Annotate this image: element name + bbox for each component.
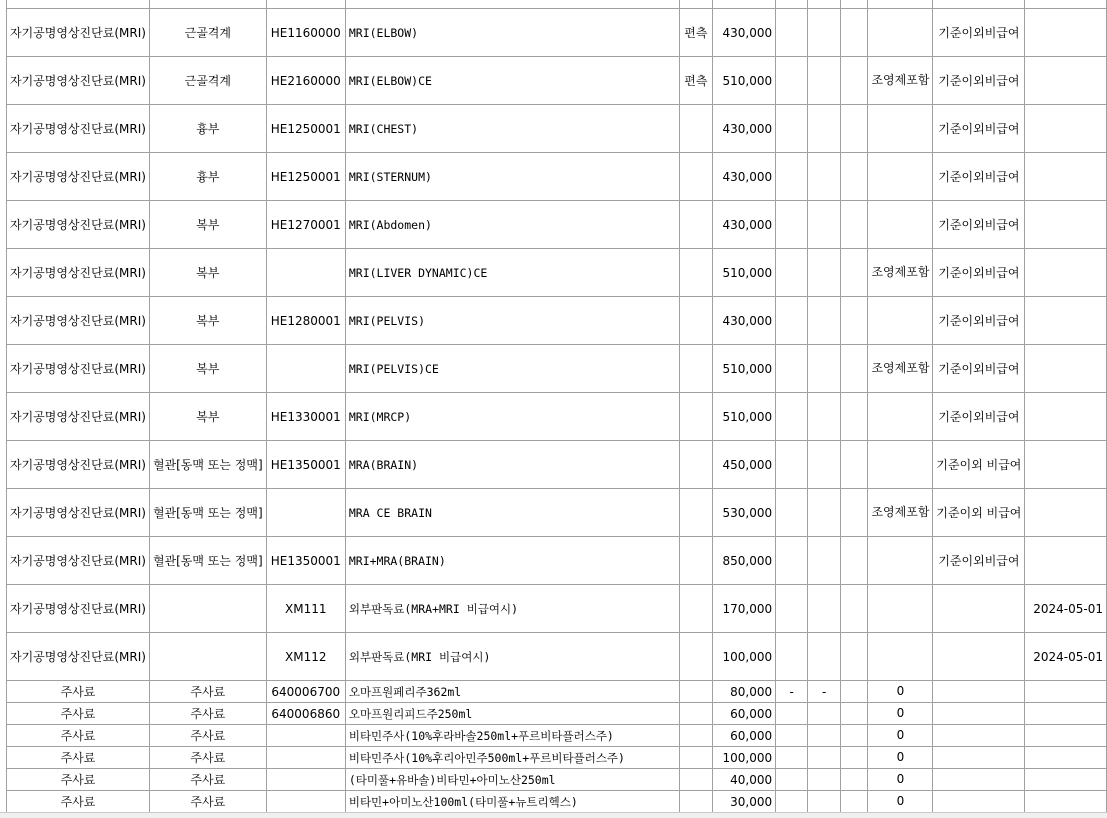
cell[interactable] <box>679 703 712 725</box>
cell[interactable] <box>776 0 808 9</box>
cell[interactable] <box>840 57 868 105</box>
cell[interactable] <box>1025 0 1107 9</box>
cell[interactable] <box>266 489 345 537</box>
cell[interactable]: 복부 <box>149 201 266 249</box>
cell[interactable] <box>776 9 808 57</box>
cell[interactable] <box>1025 345 1107 393</box>
cell[interactable]: 기준이외 비급여 <box>933 441 1025 489</box>
cell[interactable] <box>933 633 1025 681</box>
cell[interactable]: 510,000 <box>712 57 775 105</box>
cell[interactable] <box>933 791 1025 813</box>
cell[interactable]: MRI(LIVER DYNAMIC)CE <box>345 249 679 297</box>
cell[interactable] <box>933 681 1025 703</box>
cell[interactable]: 조영제포함 <box>868 345 933 393</box>
cell[interactable] <box>679 393 712 441</box>
cell[interactable] <box>840 441 868 489</box>
cell[interactable] <box>808 105 841 153</box>
cell[interactable]: 40,000 <box>712 769 775 791</box>
sheet-tab-bar <box>0 812 1107 818</box>
cell[interactable]: 640006860 <box>266 703 345 725</box>
cell[interactable]: MRI+MRA(BRAIN) <box>345 537 679 585</box>
cell[interactable] <box>808 249 841 297</box>
cell[interactable] <box>776 249 808 297</box>
cell[interactable] <box>712 0 775 9</box>
cell[interactable]: XM111 <box>266 585 345 633</box>
cell[interactable] <box>266 791 345 813</box>
cell[interactable]: 510,000 <box>712 345 775 393</box>
cell[interactable]: 640006700 <box>266 681 345 703</box>
cell[interactable]: HE1270001 <box>266 201 345 249</box>
cell[interactable]: HE1250001 <box>266 105 345 153</box>
cell[interactable]: 0 <box>868 725 933 747</box>
cell[interactable]: 기준이외비급여 <box>933 393 1025 441</box>
cell[interactable] <box>808 57 841 105</box>
cell[interactable]: 530,000 <box>712 489 775 537</box>
cell[interactable] <box>776 537 808 585</box>
table-row <box>7 201 1107 249</box>
table-row <box>7 489 1107 537</box>
cell[interactable]: 조영제포함 <box>868 489 933 537</box>
cell[interactable] <box>808 747 841 769</box>
cell[interactable]: - <box>808 681 841 703</box>
cell[interactable]: 근골격계 <box>149 57 266 105</box>
cell[interactable] <box>1025 9 1107 57</box>
table-row <box>7 585 1107 633</box>
cell[interactable] <box>868 0 933 9</box>
cell[interactable]: HE1160000 <box>266 9 345 57</box>
cell[interactable] <box>776 585 808 633</box>
cell[interactable]: 조영제포함 <box>868 249 933 297</box>
cell[interactable] <box>1025 57 1107 105</box>
table-row <box>7 441 1107 489</box>
cell[interactable]: 기준이외비급여 <box>933 201 1025 249</box>
cell[interactable] <box>840 585 868 633</box>
cell[interactable]: 편측 <box>679 57 712 105</box>
cell[interactable]: 혈관[동맥 또는 정맥] <box>149 441 266 489</box>
cell[interactable] <box>808 153 841 201</box>
cell[interactable]: 자기공명영상진단료(MRI) <box>7 9 150 57</box>
cell[interactable] <box>266 725 345 747</box>
table-row <box>7 297 1107 345</box>
cell[interactable]: 80,000 <box>712 681 775 703</box>
cell[interactable]: MRI(ELBOW) <box>345 9 679 57</box>
cell[interactable]: 주사료 <box>149 703 266 725</box>
cell[interactable]: 510,000 <box>712 393 775 441</box>
cell[interactable]: 기준이외비급여 <box>933 9 1025 57</box>
table-row <box>7 725 1107 747</box>
cell[interactable]: 자기공명영상진단료(MRI) <box>7 249 150 297</box>
cell[interactable]: 복부 <box>149 345 266 393</box>
cell[interactable]: 0 <box>868 769 933 791</box>
cell[interactable] <box>808 201 841 249</box>
cell[interactable]: HE2160000 <box>266 57 345 105</box>
table-row <box>7 9 1107 57</box>
cell[interactable]: 자기공명영상진단료(MRI) <box>7 537 150 585</box>
cell[interactable]: 30,000 <box>712 791 775 813</box>
cell[interactable] <box>679 633 712 681</box>
cell[interactable] <box>679 537 712 585</box>
cell[interactable] <box>840 9 868 57</box>
cell[interactable] <box>868 537 933 585</box>
cell[interactable]: 자기공명영상진단료(MRI) <box>7 585 150 633</box>
cell[interactable]: 주사료 <box>149 791 266 813</box>
cell[interactable] <box>776 633 808 681</box>
cell[interactable]: 450,000 <box>712 441 775 489</box>
cell[interactable]: 조영제포함 <box>868 57 933 105</box>
cell[interactable]: 비타민주사(10%후라바솔250ml+푸르비타플러스주) <box>345 725 679 747</box>
cell[interactable]: 자기공명영상진단료(MRI) <box>7 393 150 441</box>
cell[interactable] <box>679 249 712 297</box>
cell[interactable]: 100,000 <box>712 633 775 681</box>
cell[interactable]: MRI(Abdomen) <box>345 201 679 249</box>
cell[interactable]: (타미풀+유바솔)비타민+아미노산250ml <box>345 769 679 791</box>
cell[interactable] <box>776 105 808 153</box>
cell[interactable]: 주사료 <box>7 747 150 769</box>
cell[interactable]: 430,000 <box>712 9 775 57</box>
cell[interactable]: 430,000 <box>712 201 775 249</box>
table-row <box>7 633 1107 681</box>
cell[interactable] <box>840 681 868 703</box>
cell[interactable] <box>776 769 808 791</box>
cell[interactable] <box>868 393 933 441</box>
cell[interactable] <box>266 0 345 9</box>
cell[interactable]: - <box>776 681 808 703</box>
table-row <box>7 249 1107 297</box>
cell[interactable] <box>808 585 841 633</box>
cell[interactable] <box>345 0 679 9</box>
cell[interactable] <box>679 769 712 791</box>
cell[interactable] <box>679 201 712 249</box>
cell[interactable]: 60,000 <box>712 725 775 747</box>
cell[interactable] <box>1025 791 1107 813</box>
cell[interactable] <box>840 249 868 297</box>
cell[interactable] <box>840 747 868 769</box>
cell[interactable] <box>868 9 933 57</box>
table-row <box>7 0 1107 9</box>
cell[interactable]: 주사료 <box>7 681 150 703</box>
cell[interactable] <box>1025 489 1107 537</box>
table-row <box>7 105 1107 153</box>
cell[interactable]: 자기공명영상진단료(MRI) <box>7 489 150 537</box>
cell[interactable]: HE1350001 <box>266 537 345 585</box>
cell[interactable]: 기준이외비급여 <box>933 57 1025 105</box>
cell[interactable] <box>808 769 841 791</box>
cell[interactable]: 외부판독료(MRA+MRI 비급여시) <box>345 585 679 633</box>
cell[interactable] <box>776 725 808 747</box>
cell[interactable] <box>776 345 808 393</box>
cell[interactable] <box>1025 769 1107 791</box>
cell[interactable]: 자기공명영상진단료(MRI) <box>7 345 150 393</box>
cell[interactable] <box>1025 105 1107 153</box>
cell[interactable]: 외부판독료(MRI 비급여시) <box>345 633 679 681</box>
cell[interactable] <box>1025 703 1107 725</box>
cell[interactable] <box>776 441 808 489</box>
cell[interactable] <box>933 769 1025 791</box>
cell[interactable]: 주사료 <box>7 703 150 725</box>
cell[interactable] <box>840 345 868 393</box>
table-row <box>7 153 1107 201</box>
cell[interactable] <box>776 153 808 201</box>
cell[interactable]: MRI(ELBOW)CE <box>345 57 679 105</box>
cell[interactable] <box>840 201 868 249</box>
cell[interactable] <box>776 201 808 249</box>
cell[interactable] <box>868 441 933 489</box>
cell[interactable]: 자기공명영상진단료(MRI) <box>7 153 150 201</box>
cell[interactable] <box>679 489 712 537</box>
cell[interactable] <box>1025 681 1107 703</box>
cell[interactable] <box>266 249 345 297</box>
cell[interactable] <box>840 725 868 747</box>
cell[interactable]: 기준이외비급여 <box>933 537 1025 585</box>
cell[interactable]: 오마프원페리주362ml <box>345 681 679 703</box>
cell[interactable] <box>808 725 841 747</box>
cell[interactable]: 비타민+아미노산100ml(타미풀+뉴트리헥스) <box>345 791 679 813</box>
cell[interactable] <box>1025 249 1107 297</box>
cell[interactable]: 0 <box>868 747 933 769</box>
cell[interactable] <box>868 153 933 201</box>
cell[interactable]: 430,000 <box>712 105 775 153</box>
cell[interactable]: 기준이외비급여 <box>933 105 1025 153</box>
cell[interactable] <box>266 747 345 769</box>
table-row <box>7 703 1107 725</box>
cell[interactable] <box>679 791 712 813</box>
cell[interactable]: 자기공명영상진단료(MRI) <box>7 441 150 489</box>
table-row <box>7 769 1107 791</box>
cell[interactable] <box>1025 201 1107 249</box>
cell[interactable] <box>840 105 868 153</box>
cell[interactable]: 430,000 <box>712 153 775 201</box>
table-row <box>7 537 1107 585</box>
cell[interactable]: MRI(PELVIS)CE <box>345 345 679 393</box>
cell[interactable]: HE1330001 <box>266 393 345 441</box>
cell[interactable] <box>868 297 933 345</box>
cell[interactable] <box>933 703 1025 725</box>
cell[interactable]: 흉부 <box>149 105 266 153</box>
table-row <box>7 57 1107 105</box>
cell[interactable] <box>1025 297 1107 345</box>
table-row <box>7 747 1107 769</box>
table-row <box>7 345 1107 393</box>
cell[interactable] <box>808 441 841 489</box>
cell[interactable] <box>808 489 841 537</box>
cell[interactable]: HE1350001 <box>266 441 345 489</box>
cell[interactable] <box>149 585 266 633</box>
cell[interactable] <box>149 0 266 9</box>
cell[interactable]: 자기공명영상진단료(MRI) <box>7 297 150 345</box>
cell[interactable] <box>840 489 868 537</box>
cell[interactable] <box>840 633 868 681</box>
cell[interactable]: MRI(MRCP) <box>345 393 679 441</box>
cell[interactable] <box>840 769 868 791</box>
table-row <box>7 393 1107 441</box>
cell[interactable] <box>7 0 150 9</box>
cell[interactable] <box>679 725 712 747</box>
cell[interactable]: 자기공명영상진단료(MRI) <box>7 105 150 153</box>
cell[interactable]: 주사료 <box>7 725 150 747</box>
cell[interactable] <box>266 345 345 393</box>
cell[interactable] <box>808 393 841 441</box>
cell[interactable]: 0 <box>868 681 933 703</box>
cell[interactable] <box>933 0 1025 9</box>
cell[interactable]: 170,000 <box>712 585 775 633</box>
cell[interactable] <box>776 57 808 105</box>
cell[interactable] <box>840 153 868 201</box>
cell[interactable] <box>266 769 345 791</box>
cell[interactable]: 흉부 <box>149 153 266 201</box>
cell[interactable]: 510,000 <box>712 249 775 297</box>
cell[interactable]: HE1250001 <box>266 153 345 201</box>
cell[interactable]: MRI(PELVIS) <box>345 297 679 345</box>
cell[interactable] <box>808 297 841 345</box>
cell[interactable] <box>679 297 712 345</box>
cell[interactable]: 복부 <box>149 249 266 297</box>
cell[interactable]: 혈관[동맥 또는 정맥] <box>149 537 266 585</box>
cell[interactable] <box>1025 537 1107 585</box>
cell[interactable]: 주사료 <box>149 769 266 791</box>
cell[interactable]: 주사료 <box>7 769 150 791</box>
cell[interactable] <box>149 633 266 681</box>
cell[interactable] <box>776 747 808 769</box>
cell[interactable] <box>1025 393 1107 441</box>
cell[interactable]: 850,000 <box>712 537 775 585</box>
cell[interactable] <box>808 537 841 585</box>
spreadsheet-table <box>6 0 1107 813</box>
cell[interactable]: 0 <box>868 791 933 813</box>
cell[interactable] <box>808 9 841 57</box>
cell[interactable] <box>679 441 712 489</box>
cell[interactable] <box>776 791 808 813</box>
cell[interactable] <box>840 297 868 345</box>
cell[interactable]: 자기공명영상진단료(MRI) <box>7 57 150 105</box>
cell[interactable]: HE1280001 <box>266 297 345 345</box>
table-row <box>7 681 1107 703</box>
cell[interactable]: 자기공명영상진단료(MRI) <box>7 633 150 681</box>
cell[interactable]: 430,000 <box>712 297 775 345</box>
cell[interactable] <box>1025 153 1107 201</box>
cell[interactable] <box>679 105 712 153</box>
cell[interactable]: 60,000 <box>712 703 775 725</box>
cell[interactable]: 기준이외비급여 <box>933 153 1025 201</box>
cell[interactable] <box>933 585 1025 633</box>
cell[interactable]: 비타민주사(10%후리아민주500ml+푸르비타플러스주) <box>345 747 679 769</box>
cell[interactable] <box>808 633 841 681</box>
cell[interactable]: 주사료 <box>7 791 150 813</box>
cell[interactable]: 2024-05-01 <box>1025 585 1107 633</box>
cell[interactable]: 편측 <box>679 9 712 57</box>
cell[interactable] <box>840 393 868 441</box>
cell[interactable] <box>776 489 808 537</box>
cell[interactable] <box>1025 441 1107 489</box>
cell[interactable] <box>679 345 712 393</box>
cell[interactable] <box>840 537 868 585</box>
cell[interactable] <box>1025 747 1107 769</box>
cell[interactable] <box>679 585 712 633</box>
cell[interactable]: 혈관[동맥 또는 정맥] <box>149 489 266 537</box>
cell[interactable] <box>868 633 933 681</box>
cell[interactable]: 주사료 <box>149 725 266 747</box>
cell[interactable]: 2024-05-01 <box>1025 633 1107 681</box>
cell[interactable] <box>840 703 868 725</box>
cell[interactable] <box>868 585 933 633</box>
cell[interactable] <box>808 703 841 725</box>
cell[interactable]: 오마프원리피드주250ml <box>345 703 679 725</box>
cell[interactable] <box>808 791 841 813</box>
cell[interactable] <box>776 393 808 441</box>
cell[interactable] <box>868 105 933 153</box>
cell[interactable] <box>840 791 868 813</box>
cell[interactable]: 기준이외비급여 <box>933 249 1025 297</box>
cell[interactable] <box>808 345 841 393</box>
cell[interactable] <box>1025 725 1107 747</box>
cell[interactable] <box>933 747 1025 769</box>
cell[interactable] <box>776 297 808 345</box>
cell[interactable]: MRI(CHEST) <box>345 105 679 153</box>
table-row <box>7 791 1107 813</box>
cell[interactable]: 기준이외비급여 <box>933 345 1025 393</box>
cell[interactable]: 복부 <box>149 393 266 441</box>
cell[interactable]: MRA CE BRAIN <box>345 489 679 537</box>
cell[interactable]: 자기공명영상진단료(MRI) <box>7 201 150 249</box>
cell[interactable]: 기준이외비급여 <box>933 297 1025 345</box>
cell[interactable] <box>776 703 808 725</box>
cell[interactable] <box>679 681 712 703</box>
cell[interactable] <box>868 201 933 249</box>
cell[interactable] <box>808 0 841 9</box>
cell[interactable] <box>933 725 1025 747</box>
cell[interactable]: 기준이외 비급여 <box>933 489 1025 537</box>
cell[interactable]: 0 <box>868 703 933 725</box>
cell[interactable]: MRI(STERNUM) <box>345 153 679 201</box>
cell[interactable]: 복부 <box>149 297 266 345</box>
cell[interactable]: 주사료 <box>149 681 266 703</box>
cell[interactable] <box>840 0 868 9</box>
cell[interactable] <box>679 747 712 769</box>
cell[interactable] <box>679 0 712 9</box>
cell[interactable]: XM112 <box>266 633 345 681</box>
cell[interactable] <box>679 153 712 201</box>
cell[interactable]: 근골격계 <box>149 9 266 57</box>
cell[interactable]: 100,000 <box>712 747 775 769</box>
cell[interactable]: 주사료 <box>149 747 266 769</box>
cell[interactable]: MRA(BRAIN) <box>345 441 679 489</box>
